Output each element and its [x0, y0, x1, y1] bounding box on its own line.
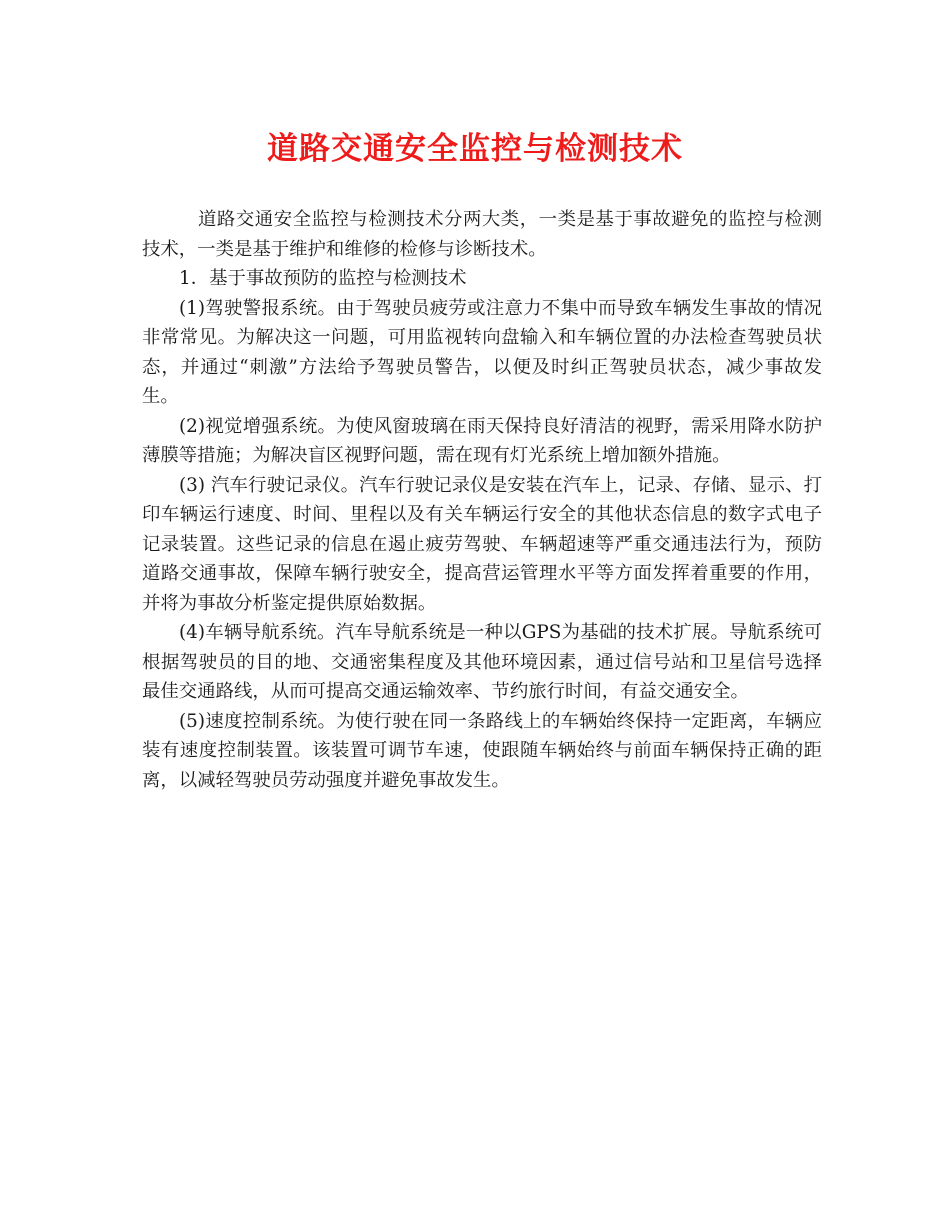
- item-speed-control-paragraph: (5)速度控制系统。为使行驶在同一条路线上的车辆始终保持一定距离，车辆应装有速度控制装置。该装置可调节车速，使跟随车辆始终与前面车辆保持正确的距离，以减轻驾驶员劳动强度并避免事故发生。: [142, 710, 822, 791]
- item-vision-enhancement-paragraph: (2)视觉增强系统。为使风窗玻璃在雨天保持良好清洁的视野，需采用降水防护薄膜等措施；为解决盲区视野问题，需在现有灯光系统上增加额外措施。: [142, 415, 822, 466]
- item-driving-alert-paragraph: (1)驾驶警报系统。由于驾驶员疲劳或注意力不集中而导致车辆发生事故的情况非常常见。为解决这一问题，可用监视转向盘输入和车辆位置的办法检查驾驶员状态，并通过“刺激”方法给予驾驶员警告，以便及时纠正驾驶员状态，减少事故发生。: [142, 297, 822, 407]
- item-navigation-paragraph: (4)车辆导航系统。汽车导航系统是一种以GPS为基础的技术扩展。导航系统可根据驾驶员的目的地、交通密集程度及其他环境因素，通过信号站和卫星信号选择最佳交通路线，从而可提高交通运输效率、节约旅行时间，有益交通安全。: [142, 622, 822, 702]
- document-body: [142, 205, 822, 795]
- item-driving-recorder-paragraph: (3) 汽车行驶记录仪。汽车行驶记录仪是安装在汽车上，记录、存储、显示、打印车辆运行速度、时间、里程以及有关车辆运行安全的其他状态信息的数字式电子记录装置。这些记录的信息在遏止疲劳驾驶、车辆超速等严重交通违法行为，预防道路交通事故，保障车辆行驶安全，提高营运管理水平等方面发挥着重要的作用，并将为事故分析鉴定提供原始数据。: [142, 474, 822, 614]
- section-heading: 1．基于事故预防的监控与检测技术: [179, 268, 467, 289]
- page-title: 道路交通安全监控与检测技术: [267, 131, 683, 167]
- intro-paragraph: 道路交通安全监控与检测技术分两大类，一类是基于事故避免的监控与检测技术，一类是基于维护和维修的检修与诊断技术。: [142, 209, 822, 260]
